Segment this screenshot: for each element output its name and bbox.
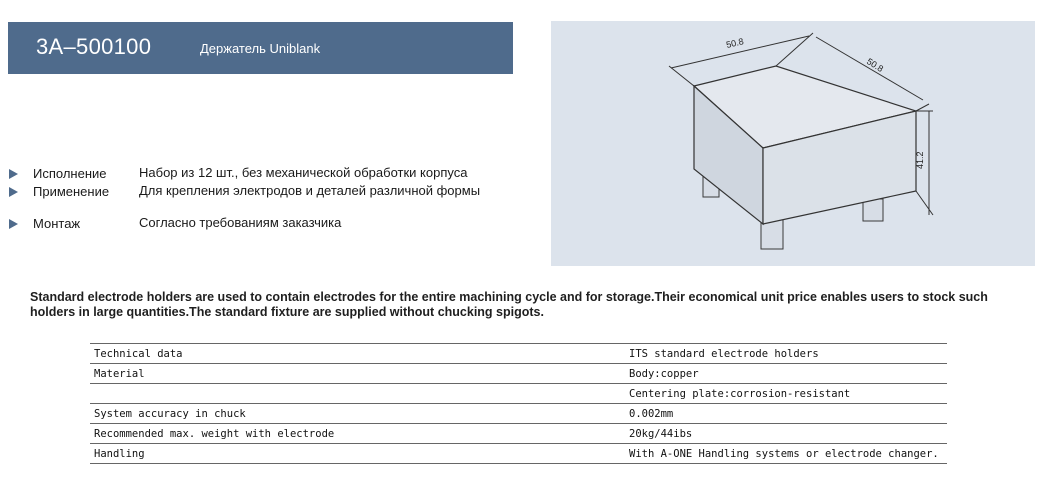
table-cell-label: System accuracy in chuck (90, 404, 625, 424)
table-cell-label: Material (90, 364, 625, 384)
technical-data-table (90, 343, 947, 464)
property-value: Для крепления электродов и деталей различной формы (139, 183, 481, 198)
property-value: Набор из 12 шт., без механической обработки корпуса (139, 165, 468, 180)
bullet-arrow-icon (9, 187, 18, 197)
bullet-arrow-icon (9, 219, 18, 229)
table-row (90, 384, 947, 404)
table-row (90, 444, 947, 464)
holder-sketch (551, 21, 1035, 266)
property-label: Применение (33, 184, 110, 199)
height-dimension-label: 41.2 (915, 151, 925, 169)
product-header (8, 22, 513, 74)
property-label: Исполнение (33, 166, 107, 181)
product-name: Держатель Uniblank (200, 41, 321, 56)
table-cell-value: 20kg/44ibs (625, 424, 947, 444)
bullet-arrow-icon (9, 169, 18, 179)
property-label: Монтаж (33, 216, 81, 231)
table-cell-value: 0.002mm (625, 404, 947, 424)
table-row (90, 364, 947, 384)
product-drawing (551, 21, 1035, 266)
product-description: Standard electrode holders are used to contain electrodes for the entire machining cycle and for storage.Their economical unit price enables users to stock such holders in large quantities.The standard fixture are supplied without chucking spigots. (30, 290, 988, 319)
table-cell-value: ITS standard electrode holders (625, 344, 947, 364)
width-extension-right (776, 33, 813, 66)
height-extension-bottom (916, 191, 933, 215)
table-cell-label: Handling (90, 444, 625, 464)
table-cell-value: Body:copper (625, 364, 947, 384)
table-cell-label: Technical data (90, 344, 625, 364)
property-value: Согласно требованиям заказчика (139, 215, 342, 230)
table-cell-value: With A-ONE Handling systems or electrode changer. (625, 444, 947, 464)
table-cell-label (90, 384, 625, 404)
depth-extension-front (916, 104, 929, 111)
table-row (90, 424, 947, 444)
product-code: 3A–500100 (36, 34, 152, 59)
table-row (90, 344, 947, 364)
table-row (90, 404, 947, 424)
table-cell-label: Recommended max. weight with electrode (90, 424, 625, 444)
width-extension-left (669, 66, 694, 86)
width-dimension-label: 50.8 (725, 36, 745, 50)
table-cell-value: Centering plate:corrosion-resistant (625, 384, 947, 404)
depth-dimension-label: 50.8 (864, 56, 886, 74)
